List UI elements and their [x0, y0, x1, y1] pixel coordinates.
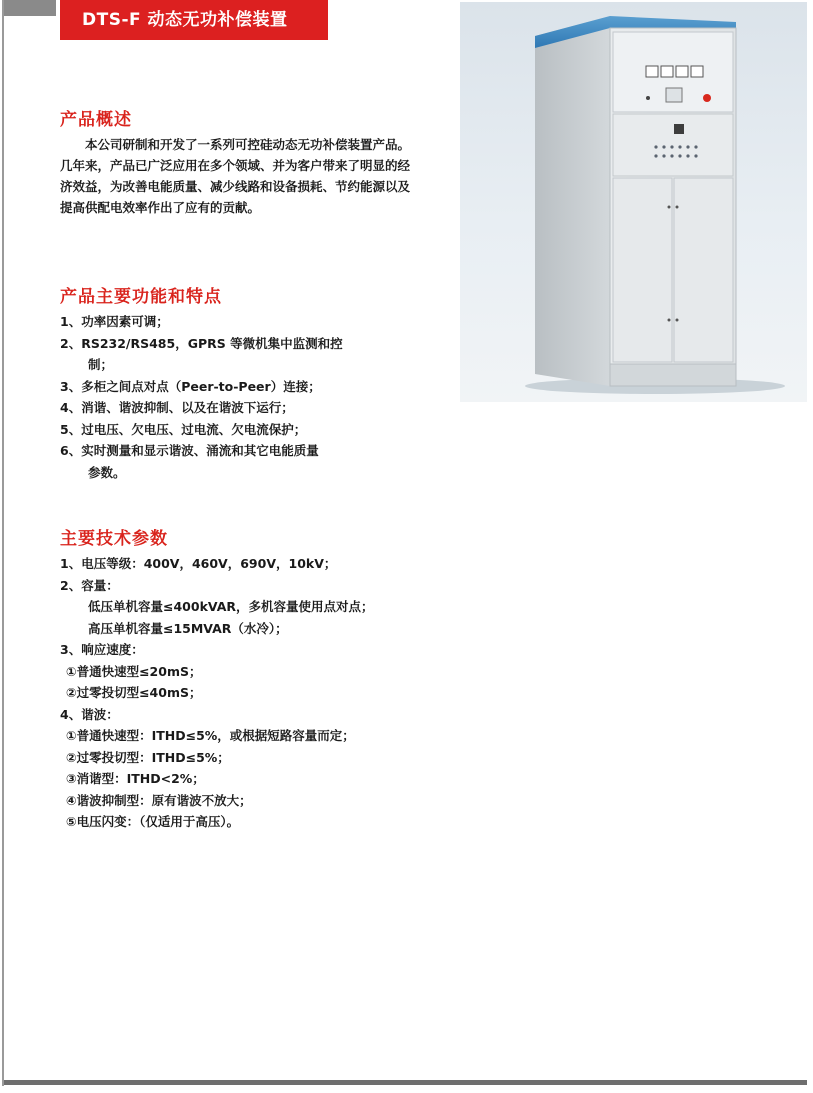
door-lock-icon	[676, 319, 679, 322]
meter-icon	[676, 66, 688, 77]
list-item: ①普通快速型≤20mS；	[66, 663, 202, 679]
features-section	[60, 282, 448, 483]
list-item: ③消谐型：ITHD<2%；	[66, 771, 205, 786]
list-item: ②过零投切型：ITHD≤5%；	[66, 749, 230, 765]
door-lock-icon	[668, 319, 671, 322]
cabinet-door-left	[613, 178, 672, 362]
handle-icon	[674, 124, 684, 134]
overview-section	[60, 105, 420, 218]
list-item: 1、功率因素可调；	[60, 314, 169, 329]
controller-icon	[666, 88, 682, 102]
meter-icon	[661, 66, 673, 77]
door-lock-icon	[676, 206, 679, 209]
list-item: ⑤电压闪变：（仅适用于高压）。	[66, 814, 240, 829]
features-list	[60, 311, 448, 483]
list-item: ②过零投切型≤40mS；	[66, 685, 202, 700]
list-item: 4、消谐、谐波抑制、以及在谐波下运行；	[60, 400, 294, 415]
specs-heading: 主要技术参数	[60, 529, 168, 549]
page-left-rule	[2, 0, 4, 1086]
list-item: 3、响应速度：	[60, 642, 144, 657]
page-bottom-rule	[4, 1080, 807, 1085]
list-item: ①普通快速型：ITHD≤5%，或根据短路容量而定；	[66, 728, 355, 743]
list-item: 2、容量：	[60, 577, 119, 593]
features-heading: 产品主要功能和特点	[60, 287, 222, 307]
list-item: 1、电压等级：400V，460V，690V，10kV；	[60, 556, 337, 571]
list-item: 6、实时测量和显示谐波、涌流和其它电能质量 参数。	[60, 443, 319, 480]
list-item: 4、谐波：	[60, 706, 119, 722]
overview-body: 本公司研制和开发了一系列可控硅动态无功补偿装置产品。几年来，产品已广泛应用在多个领域、并为客户带来了明显的经济效益，为改善电能质量、减少线路和设备损耗、节约能源以及提高供配电效率作出了应有的贡献。	[60, 137, 411, 215]
control-panel	[613, 114, 733, 176]
meter-icon	[646, 66, 658, 77]
overview-heading: 产品概述	[60, 110, 132, 130]
product-photo	[460, 2, 807, 402]
specs-section	[60, 524, 374, 833]
switch-icon	[646, 96, 650, 100]
indicator-icon	[703, 94, 711, 102]
list-item: 5、过电压、欠电压、过电流、欠电流保护；	[60, 421, 307, 437]
list-item: 高压单机容量≤15MVAR（水冷）；	[88, 620, 288, 636]
meter-icon	[691, 66, 703, 77]
page-top-stub	[4, 0, 56, 16]
cabinet-plinth	[610, 364, 736, 386]
cabinet-door-right	[674, 178, 733, 362]
title-banner	[60, 0, 328, 40]
list-item: ④谐波抑制型：原有谐波不放大；	[66, 792, 252, 808]
list-item: 2、RS232/RS485，GPRS 等微机集中监测和控 制；	[60, 335, 343, 372]
page-title: DTS-F 动态无功补偿装置	[82, 10, 288, 30]
cabinet-illustration	[460, 2, 807, 402]
cabinet-side	[535, 16, 610, 386]
list-item: 低压单机容量≤400kVAR，多机容量使用点对点；	[88, 599, 374, 614]
list-item: 3、多柜之间点对点（Peer-to-Peer）连接；	[60, 378, 321, 394]
specs-list	[60, 553, 374, 833]
door-lock-icon	[668, 206, 671, 209]
